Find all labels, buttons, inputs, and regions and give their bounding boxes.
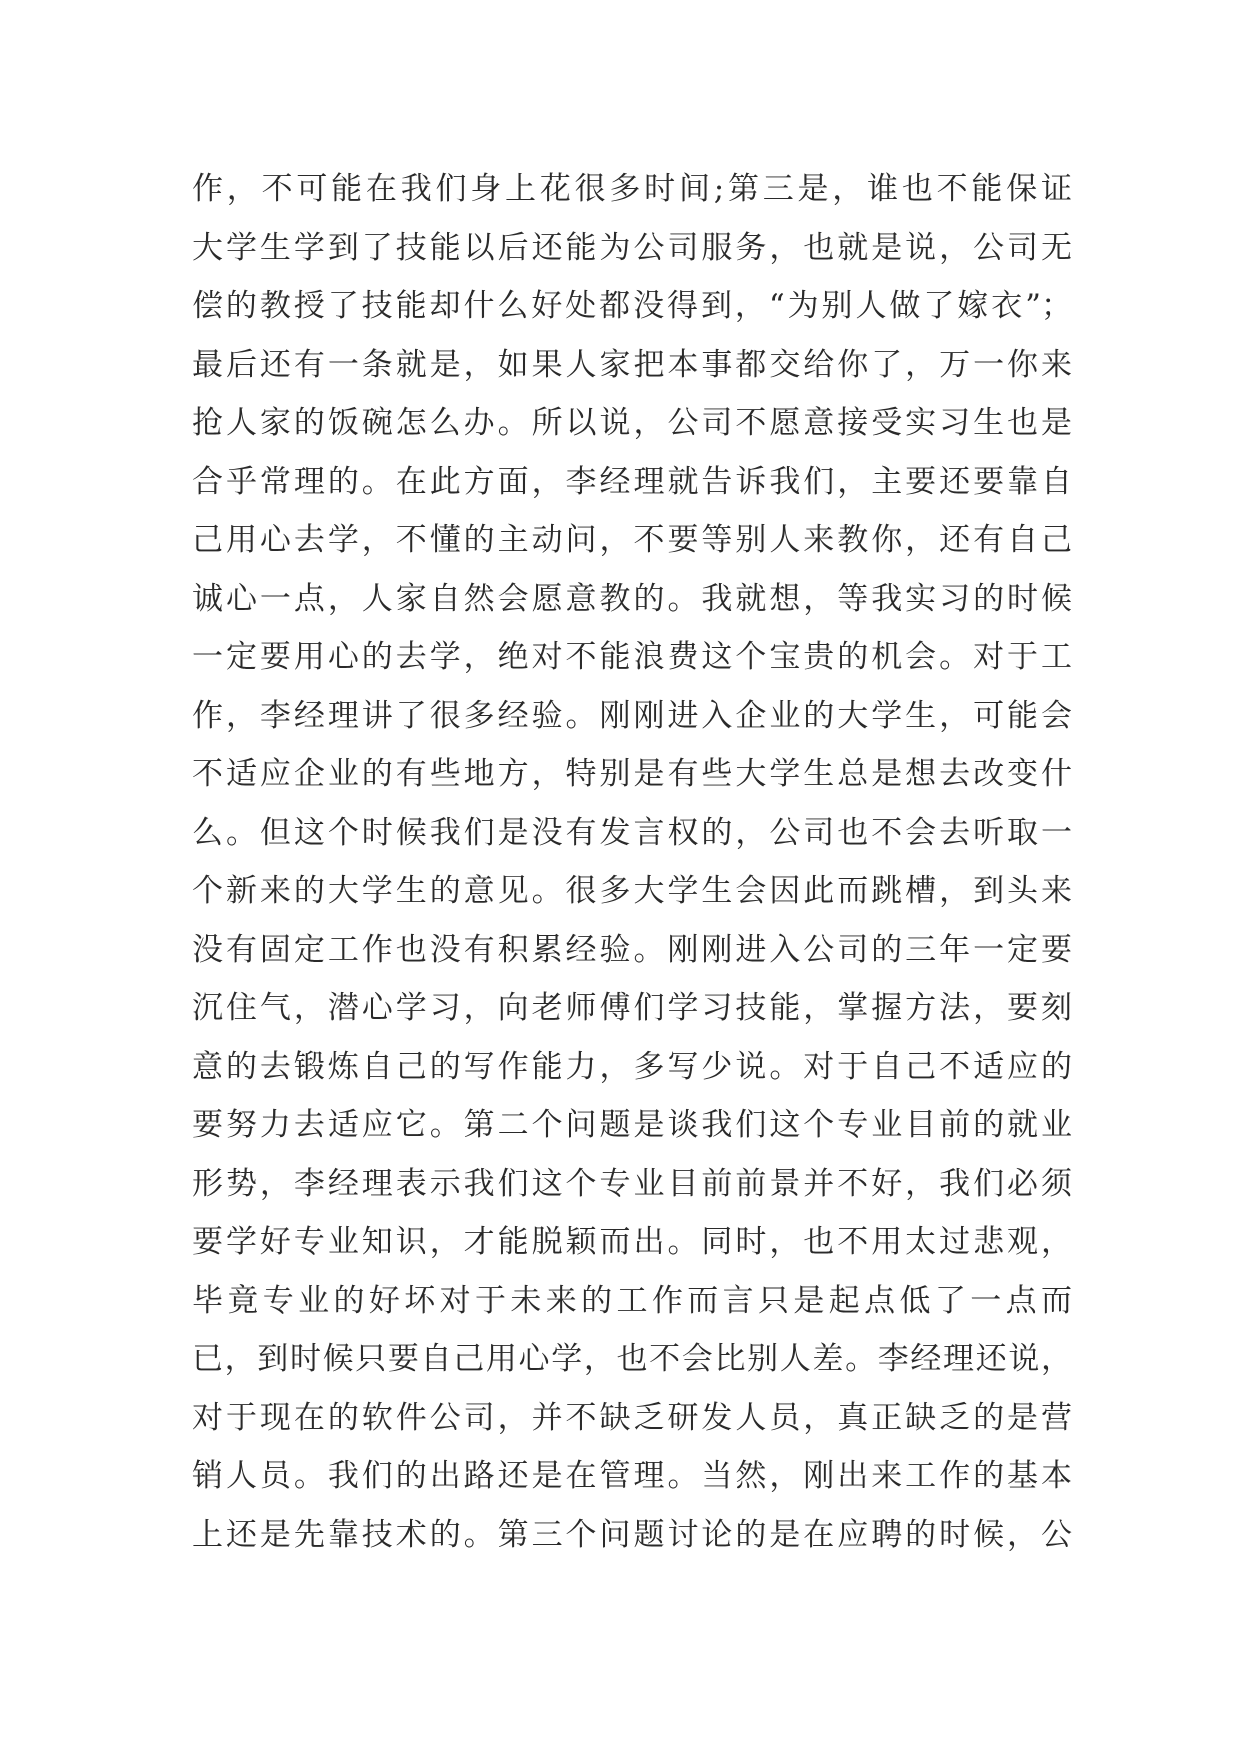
text-line: 销人员。我们的出路还是在管理。当然，刚出来工作的基本 [192,1458,1072,1494]
text-line: 个新来的大学生的意见。很多大学生会因此而跳槽，到头来 [192,873,1072,909]
text-line: 要学好专业知识，才能脱颖而出。同时，也不用太过悲观， [192,1224,1072,1260]
text-line: 己用心去学，不懂的主动问，不要等别人来教你，还有自己 [192,522,1072,558]
body-text [192,160,1072,1564]
text-line: 形势，李经理表示我们这个专业目前前景并不好，我们必须 [192,1165,1072,1202]
text-line: 作，李经理讲了很多经验。刚刚进入企业的大学生，可能会 [192,697,1072,734]
text-line: 上还是先靠技术的。第三个问题讨论的是在应聘的时候，公 [192,1516,1072,1553]
text-line: 一定要用心的去学，绝对不能浪费这个宝贵的机会。对于工 [192,639,1072,675]
text-line: 作，不可能在我们身上花很多时间;第三是，谁也不能保证 [192,171,1072,207]
text-line: 偿的教授了技能却什么好处都没得到，“为别人做了嫁衣”； [192,288,1072,324]
text-line: 毕竟专业的好坏对于未来的工作而言只是起点低了一点而 [192,1282,1072,1319]
text-line: 么。但这个时候我们是没有发言权的，公司也不会去听取一 [192,814,1072,851]
text-line: 对于现在的软件公司，并不缺乏研发人员，真正缺乏的是营 [192,1399,1072,1436]
text-line: 意的去锻炼自己的写作能力，多写少说。对于自己不适应的 [192,1048,1072,1085]
text-line: 已，到时候只要自己用心学，也不会比别人差。李经理还说， [192,1341,1072,1377]
text-line: 最后还有一条就是，如果人家把本事都交给你了，万一你来 [192,346,1072,383]
text-line: 没有固定工作也没有积累经验。刚刚进入公司的三年一定要 [192,931,1072,968]
text-line: 诚心一点，人家自然会愿意教的。我就想，等我实习的时候 [192,580,1072,617]
text-line: 大学生学到了技能以后还能为公司服务，也就是说，公司无 [192,229,1072,266]
text-line: 沉住气，潜心学习，向老师傅们学习技能，掌握方法，要刻 [192,990,1072,1026]
text-line: 不适应企业的有些地方，特别是有些大学生总是想去改变什 [192,756,1072,792]
text-line: 合乎常理的。在此方面，李经理就告诉我们，主要还要靠自 [192,463,1072,500]
text-line: 要努力去适应它。第二个问题是谈我们这个专业目前的就业 [192,1107,1072,1143]
text-line: 抢人家的饭碗怎么办。所以说，公司不愿意接受实习生也是 [192,405,1072,441]
